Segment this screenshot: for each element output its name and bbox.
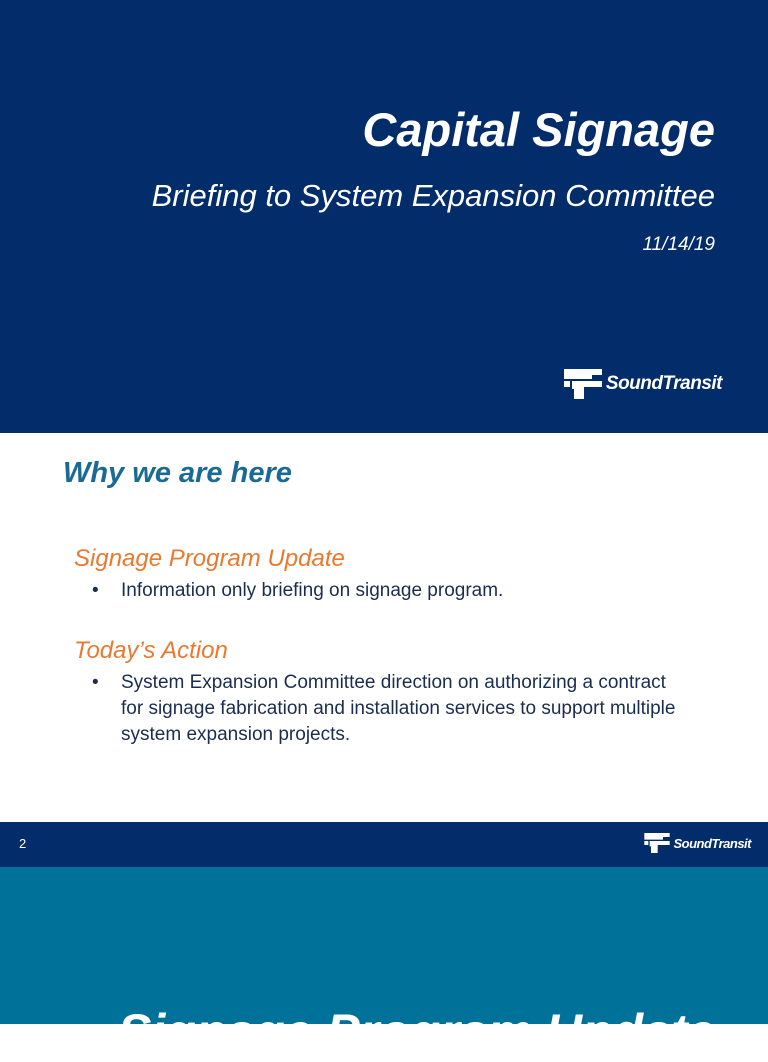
content-slide bbox=[0, 433, 768, 867]
title-slide bbox=[0, 0, 768, 433]
section-title-todays-action: Today’s Action bbox=[74, 637, 228, 664]
page-number: 2 bbox=[19, 836, 27, 851]
bullet-text: Information only briefing on signage program. bbox=[121, 580, 504, 601]
slide-subtitle: Briefing to System Expansion Committee bbox=[151, 178, 715, 213]
logo-wordmark: SoundTransit bbox=[673, 835, 751, 851]
sound-transit-logo-mark-icon bbox=[564, 369, 602, 399]
slide-heading: Why we are here bbox=[63, 457, 292, 489]
section-slide bbox=[0, 867, 768, 1060]
bullet-item bbox=[92, 670, 692, 748]
section-title-program-update: Signage Program Update bbox=[74, 545, 345, 572]
sound-transit-logo bbox=[564, 368, 722, 400]
bullet-item bbox=[92, 578, 692, 604]
footer-sound-transit-logo bbox=[644, 832, 751, 854]
bullet-text: System Expansion Committee direction on authorizing a contract for signage fabrication and installation services to support multiple system expansion projects. bbox=[121, 672, 676, 745]
slide-title: Capital Signage bbox=[362, 103, 715, 156]
bullet-icon: • bbox=[92, 672, 99, 693]
sound-transit-logo-mark-icon bbox=[644, 833, 670, 853]
slide-date: 11/14/19 bbox=[642, 234, 715, 255]
logo-wordmark: SoundTransit bbox=[605, 373, 722, 394]
section-slide-title: Signage Program Update bbox=[118, 1004, 716, 1060]
bullet-icon: • bbox=[92, 580, 99, 601]
